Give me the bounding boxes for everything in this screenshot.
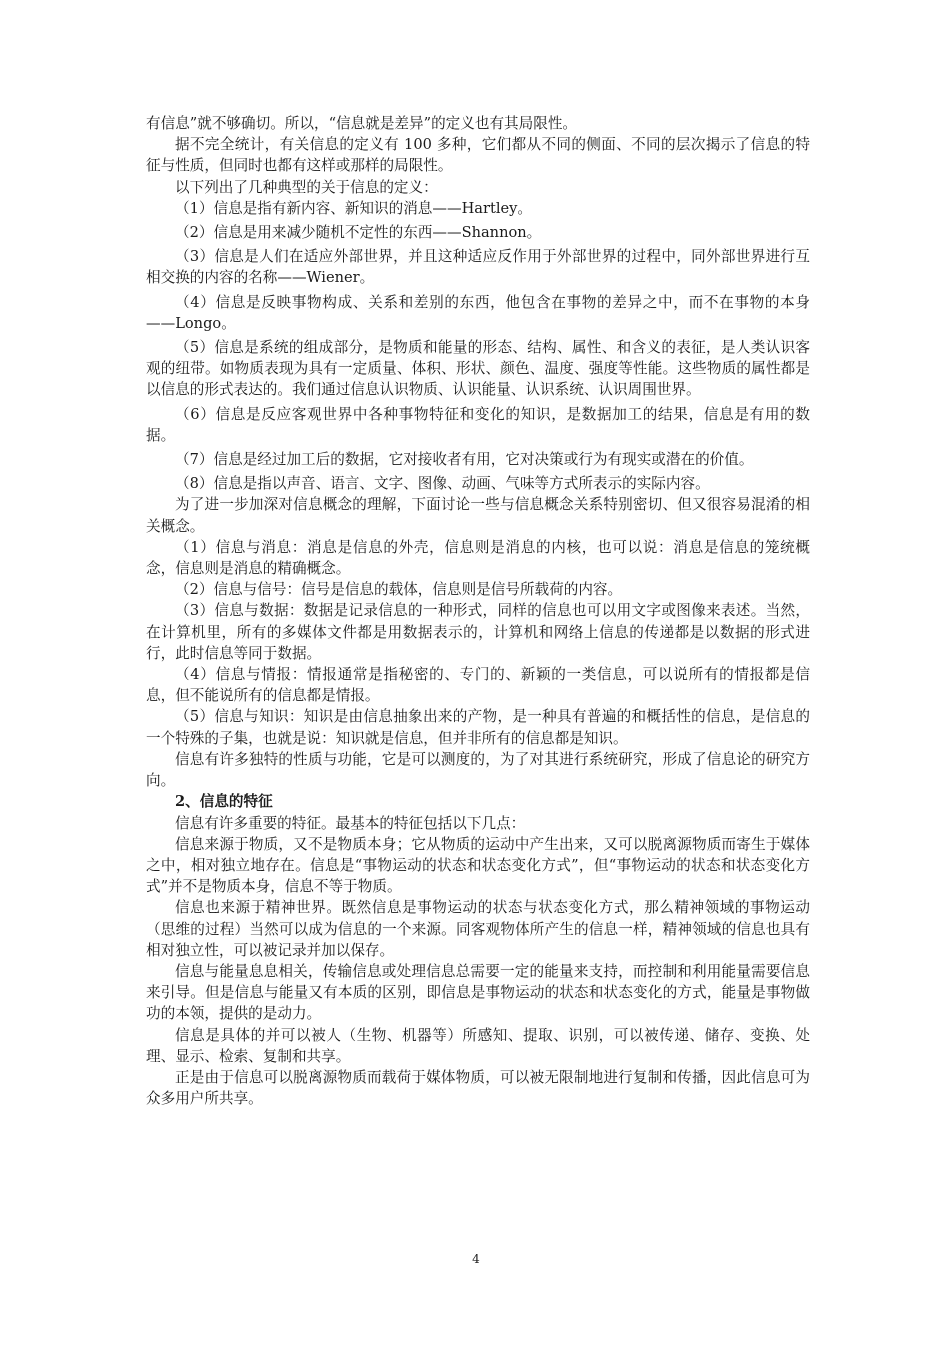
page-number: 4	[472, 1252, 480, 1266]
definition-item-7: （7）信息是经过加工后的数据，它对接收者有用，它对决策或行为有现实或潜在的价值。	[175, 451, 754, 469]
concept-item-message: （1）信息与消息：消息是信息的外壳，信息则是消息的内核，也可以说：消息是信息的笼统概念，信息则是消息的精确概念。	[146, 538, 810, 578]
definition-item-5: （5）信息是系统的组成部分，是物质和能量的形态、结构、属性、和含义的表征，是人类认识客观的纽带。如物质表现为具有一定质量、体积、形状、颜色、温度、强度等性能。这些物质的属性都是以信息的形式表达的。我们通过信息认识物质、认识能量、认识系统、认识周围世界。	[146, 339, 810, 399]
document-body	[146, 113, 810, 1109]
paragraph-information-theory: 信息有许多独特的性质与功能，它是可以测度的，为了对其进行系统研究，形成了信息论的研究方向。	[146, 750, 810, 790]
definition-item-2: （2）信息是用来减少随机不定性的东西——Shannon。	[175, 224, 542, 242]
feature-paragraph-spirit: 信息也来源于精神世界。既然信息是事物运动的状态与状态变化方式，那么精神领域的事物运动（思维的过程）当然可以成为信息的一个来源。同客观物体所产生的信息一样，精神领域的信息也具有相对独立性，可以被记录并加以保存。	[146, 899, 810, 959]
section-heading: 2、信息的特征	[175, 793, 273, 811]
definition-item-6: （6）信息是反应客观世界中各种事物特征和变化的知识，是数据加工的结果，信息是有用的数据。	[146, 405, 810, 444]
concept-item-signal: （2）信息与信号：信号是信息的载体，信息则是信号所载荷的内容。	[175, 581, 623, 599]
paragraph-related-concepts-lead: 为了进一步加深对信息概念的理解，下面讨论一些与信息概念关系特别密切、但又很容易混淆的相关概念。	[146, 496, 810, 535]
feature-paragraph-sharing: 正是由于信息可以脱离源物质而载荷于媒体物质，可以被无限制地进行复制和传播，因此信息可为众多用户所共享。	[146, 1068, 810, 1108]
paragraph-definitions-lead: 以下列出了几种典型的关于信息的定义：	[175, 178, 438, 196]
concept-item-data: （3）信息与数据：数据是记录信息的一种形式，同样的信息也可以用文字或图像来表述。当然，在计算机里，所有的多媒体文件都是用数据表示的，计算机和网络上信息的传递都是以数据的形式进行，此时信息等同于数据。	[146, 602, 810, 662]
definition-item-4: （4）信息是反映事物构成、关系和差别的东西，他包含在事物的差异之中，而不在事物的本身——Longo。	[146, 293, 810, 332]
definition-item-1: （1）信息是指有新内容、新知识的消息——Hartley。	[175, 199, 532, 217]
definition-item-3: （3）信息是人们在适应外部世界，并且这种适应反作用于外部世界的过程中，同外部世界进行互相交换的内容的名称——Wiener。	[146, 248, 810, 287]
concept-item-knowledge: （5）信息与知识：知识是由信息抽象出来的产物，是一种具有普遍的和概括性的信息，是信息的一个特殊的子集，也就是说：知识就是信息，但并非所有的信息都是知识。	[146, 708, 810, 747]
concept-item-intelligence: （4）信息与情报：情报通常是指秘密的、专门的、新颖的一类信息，可以说所有的情报都是信息，但不能说所有的信息都是情报。	[146, 666, 810, 705]
paragraph-features-lead: 信息有许多重要的特征。最基本的特征包括以下几点：	[175, 814, 526, 832]
paragraph-intro-end: 有信息”就不够确切。所以，“信息就是差异”的定义也有其局限性。	[146, 115, 578, 132]
definition-item-8: （8）信息是指以声音、语言、文字、图像、动画、气味等方式所表示的实际内容。	[175, 475, 710, 493]
feature-paragraph-matter: 信息来源于物质，又不是物质本身；它从物质的运动中产生出来，又可以脱离源物质而寄生于媒体之中，相对独立地存在。信息是“事物运动的状态和状态变化方式”，但“事物运动的状态和状态变化方式”并不是物质本身，信息不等于物质。	[146, 835, 810, 896]
feature-paragraph-energy: 信息与能量息息相关，传输信息或处理信息总需要一定的能量来支持，而控制和利用能量需要信息来引导。但是信息与能量又有本质的区别，即信息是事物运动的状态和状态变化的方式，能量是事物做功的本领，提供的是动力。	[146, 962, 810, 1023]
paragraph-definition-count: 据不完全统计，有关信息的定义有 100 多种，它们都从不同的侧面、不同的层次揭示了信息的特征与性质，但同时也都有这样或那样的局限性。	[146, 136, 810, 175]
feature-paragraph-perception: 信息是具体的并可以被人（生物、机器等）所感知、提取、识别，可以被传递、储存、变换、处理、显示、检索、复制和共享。	[146, 1026, 810, 1065]
